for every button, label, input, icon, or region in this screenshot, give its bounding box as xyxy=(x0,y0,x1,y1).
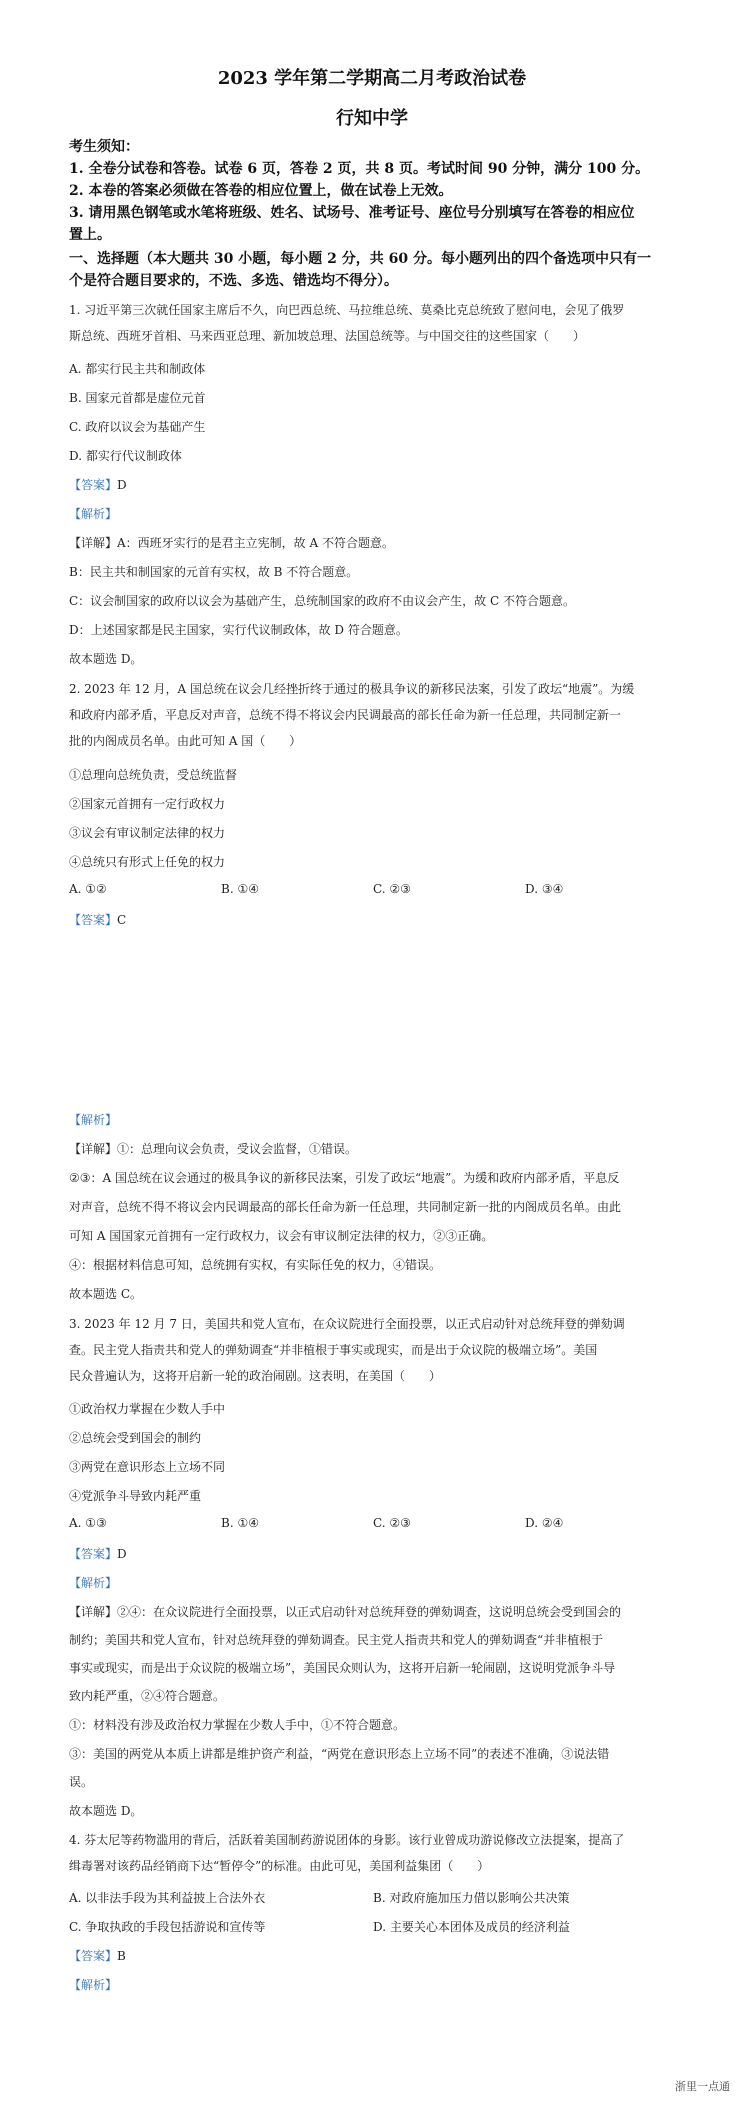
answer-value: B xyxy=(117,1949,126,1963)
option-b: B. 对政府施加压力借以影响公共决策 xyxy=(373,1891,570,1905)
detail-line: 致内耗严重，②④符合题意。 xyxy=(69,1689,226,1703)
section-heading: 个是符合题目要求的，不选、多选、错选均不得分）。 xyxy=(69,273,398,289)
question-stem: 1. 习近平第三次就任国家主席后不久，向巴西总统、马拉维总统、莫桑比克总统致了慰问电，会见了俄罗 xyxy=(69,303,625,317)
detail-line: ④：根据材料信息可知，总统拥有实权，有实际任免的权力，④错误。 xyxy=(69,1258,442,1272)
notice-item: 2. 本卷的答案必须做在答卷的相应位置上，做在试卷上无效。 xyxy=(69,183,453,199)
answer-value: D xyxy=(117,478,127,492)
option-d: D. 都实行代议制政体 xyxy=(69,449,182,463)
school-name: 行知中学 xyxy=(336,108,408,129)
statement-item: ④总统只有形式上任免的权力 xyxy=(69,855,226,869)
statement-item: ③议会有审议制定法律的权力 xyxy=(69,826,226,840)
answer-tag: 【答案】 xyxy=(69,1547,118,1561)
answer-line xyxy=(69,1545,127,1562)
detail-line: 可知 A 国国家元首拥有一定行政权力，议会有审议制定法律的权力，②③正确。 xyxy=(69,1229,494,1243)
detail-line: 事实或现实，而是出于众议院的极端立场”，美国民众则认为，这将开启新一轮闹剧，这说明党派争斗导 xyxy=(69,1661,616,1675)
question-stem: 2. 2023 年 12 月，A 国总统在议会几经挫折终于通过的极具争议的新移民法案，引发了政坛“地震”。为缓 xyxy=(69,682,635,696)
statement-item: ②国家元首拥有一定行政权力 xyxy=(69,797,226,811)
answer-line xyxy=(69,911,126,928)
question-stem: 缉毒署对该药品经销商下达“暂停令”的标准。由此可见，美国利益集团（ ） xyxy=(69,1859,490,1873)
answer-line xyxy=(69,1947,126,1964)
statement-item: ②总统会受到国会的制约 xyxy=(69,1431,202,1445)
question-stem: 民众普遍认为，这将开启新一轮的政治闹剧。这表明，在美国（ ） xyxy=(69,1369,442,1383)
choice-c: C. ②③ xyxy=(373,1516,411,1530)
statement-item: ①政治权力掌握在少数人手中 xyxy=(69,1402,226,1416)
choice-c: C. ②③ xyxy=(373,882,411,896)
analysis-tag: 【解析】 xyxy=(69,1113,118,1127)
detail-line: 【详解】①：总理向议会负责，受议会监督，①错误。 xyxy=(69,1142,358,1156)
detail-line: 对声音，总统不得不将议会内民调最高的部长任命为新一任总理，共同制定新一批的内阁成员名单。由此 xyxy=(69,1200,622,1214)
question-stem: 4. 芬太尼等药物滥用的背后，活跃着美国制药游说团体的身影。该行业曾成功游说修改立法提案，提高了 xyxy=(69,1833,625,1847)
answer-line xyxy=(69,476,127,493)
choice-b: B. ①④ xyxy=(221,882,259,896)
section-heading: 一、选择题（本大题共 30 小题，每小题 2 分，共 60 分。每小题列出的四个备选项中只有一 xyxy=(69,251,651,267)
option-a: A. 都实行民主共和制政体 xyxy=(69,362,206,376)
option-d: D. 主要关心本团体及成员的经济利益 xyxy=(373,1920,570,1934)
choice-d: D. ③④ xyxy=(525,882,564,896)
question-stem: 3. 2023 年 12 月 7 日，美国共和党人宣布，在众议院进行全面投票，以正式启动针对总统拜登的弹劾调 xyxy=(69,1317,625,1331)
choice-a: A. ①② xyxy=(69,882,107,896)
analysis-tag: 【解析】 xyxy=(69,1576,118,1590)
detail-line: 故本题选 D。 xyxy=(69,652,143,666)
answer-value: C xyxy=(117,913,127,927)
notice-item: 置上。 xyxy=(69,227,111,243)
notice-heading: 考生须知： xyxy=(69,139,139,155)
detail-line: 故本题选 D。 xyxy=(69,1804,143,1818)
detail-line: C：议会制国家的政府以议会为基础产生，总统制国家的政府不由议会产生，故 C 不符合题意。 xyxy=(69,594,575,608)
detail-line: D：上述国家都是民主国家，实行代议制政体，故 D 符合题意。 xyxy=(69,623,408,637)
statement-item: ①总理向总统负责，受总统监督 xyxy=(69,768,238,782)
choice-b: B. ①④ xyxy=(221,1516,259,1530)
choice-d: D. ②④ xyxy=(525,1516,564,1530)
answer-value: D xyxy=(117,1547,127,1561)
detail-line: ①：材料没有涉及政治权力掌握在少数人手中，①不符合题意。 xyxy=(69,1718,406,1732)
detail-line: ②③：A 国总统在议会通过的极具争议的新移民法案，引发了政坛“地震”。为缓和政府内部矛盾，平息反 xyxy=(69,1171,620,1185)
detail-line: 误。 xyxy=(69,1775,94,1789)
detail-line: ③：美国的两党从本质上讲都是维护资产利益，“两党在意识形态上立场不同”的表述不准确，③说法错 xyxy=(69,1747,610,1761)
question-stem: 查。民主党人指责共和党人的弹劾调查“并非植根于事实或现实，而是出于众议院的极端立场”。美国 xyxy=(69,1343,598,1357)
option-c: C. 争取执政的手段包括游说和宣传等 xyxy=(69,1920,266,1934)
notice-item: 3. 请用黑色钢笔或水笔将班级、姓名、试场号、准考证号、座位号分别填写在答卷的相应位 xyxy=(69,205,635,221)
detail-line: 【详解】A：西班牙实行的是君主立宪制，故 A 不符合题意。 xyxy=(69,536,394,550)
analysis-tag: 【解析】 xyxy=(69,507,118,521)
detail-line: 故本题选 C。 xyxy=(69,1287,142,1301)
question-stem: 斯总统、西班牙首相、马来西亚总理、新加坡总理、法国总统等。与中国交往的这些国家（ ） xyxy=(69,329,586,343)
question-stem: 批的内阁成员名单。由此可知 A 国（ ） xyxy=(69,734,302,748)
choice-a: A. ①③ xyxy=(69,1516,107,1530)
detail-line: B：民主共和制国家的元首有实权，故 B 不符合题意。 xyxy=(69,565,359,579)
option-a: A. 以非法手段为其利益披上合法外衣 xyxy=(69,1891,266,1905)
question-stem: 和政府内部矛盾，平息反对声音，总统不得不将议会内民调最高的部长任命为新一任总理，共同制定新一 xyxy=(69,708,622,722)
answer-tag: 【答案】 xyxy=(69,478,118,492)
footer-watermark: 浙里一点通 xyxy=(675,2080,730,2093)
statement-item: ③两党在意识形态上立场不同 xyxy=(69,1460,226,1474)
detail-line: 制约；美国共和党人宣布，针对总统拜登的弹劾调查。民主党人指责共和党人的弹劾调查“并非植根于 xyxy=(69,1633,604,1647)
answer-tag: 【答案】 xyxy=(69,1949,118,1963)
answer-tag: 【答案】 xyxy=(69,913,118,927)
analysis-tag: 【解析】 xyxy=(69,1978,118,1992)
statement-item: ④党派争斗导致内耗严重 xyxy=(69,1489,202,1503)
notice-item: 1. 全卷分试卷和答卷。试卷 6 页，答卷 2 页，共 8 页。考试时间 90 分钟，满分 100 分。 xyxy=(69,161,650,177)
option-c: C. 政府以议会为基础产生 xyxy=(69,420,206,434)
option-b: B. 国家元首都是虚位元首 xyxy=(69,391,206,405)
detail-line: 【详解】②④：在众议院进行全面投票，以正式启动针对总统拜登的弹劾调查，这说明总统会受到国会的 xyxy=(69,1605,622,1619)
page-title: 2023 学年第二学期高二月考政治试卷 xyxy=(217,68,527,89)
